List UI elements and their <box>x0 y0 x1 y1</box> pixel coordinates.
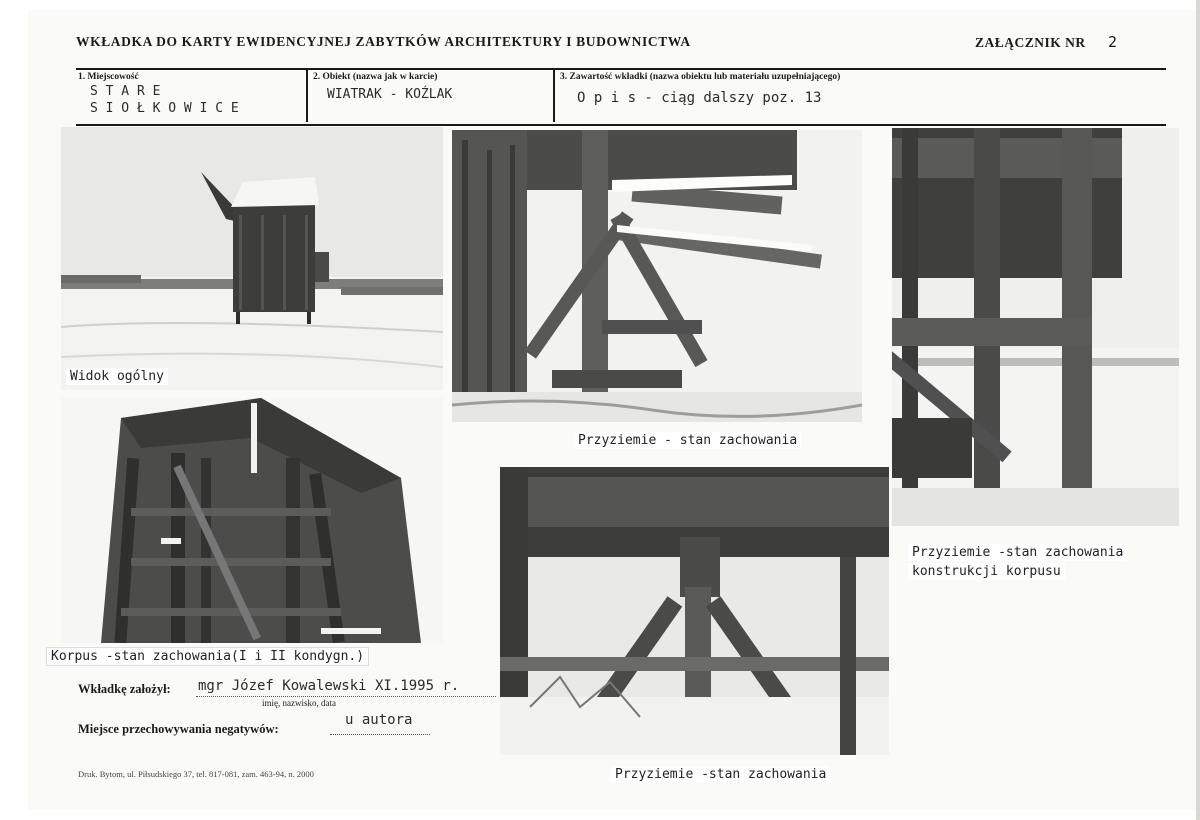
caption-ground-floor-1: Przyziemie - stan zachowania <box>574 432 801 449</box>
object-label: 2. Obiekt (nazwa jak w karcie) <box>313 72 438 82</box>
object-value: WIATRAK - KOŹLAK <box>327 87 453 102</box>
photo-ground-floor-structure <box>892 128 1179 526</box>
location-value-line1: S T A R E <box>90 84 161 99</box>
printer-note: Druk. Bytom, ul. Piłsudskiego 37, tel. 817-081, zam. 463-94, n. 2000 <box>78 769 314 779</box>
created-by-line <box>196 696 496 697</box>
content-value: O p i s - ciąg dalszy poz. 13 <box>577 90 822 106</box>
annex-label: ZAŁĄCZNIK NR <box>975 35 1086 50</box>
photo-body <box>61 398 443 643</box>
caption-body: Korpus -stan zachowania(I i II kondygn.) <box>46 647 369 666</box>
photo-ground-floor-2 <box>500 467 889 755</box>
caption-general-view: Widok ogólny <box>66 368 168 385</box>
negatives-label: Miejsce przechowywania negatywów: <box>78 722 279 736</box>
caption-ground-floor-2: Przyziemie -stan zachowania <box>611 766 830 783</box>
created-by-label: Wkładkę założył: <box>78 682 171 696</box>
header-rule-top <box>76 68 1166 70</box>
field-divider-2 <box>553 70 555 122</box>
created-by-value: mgr Józef Kowalewski XI.1995 r. <box>198 678 460 694</box>
content-label: 3. Zawartość wkładki (nazwa obiektu lub materiału uzupełniającego) <box>560 72 841 82</box>
created-by-hint: imię, nazwisko, data <box>262 698 336 708</box>
photo-general-view <box>61 127 443 390</box>
negatives-line <box>330 734 430 735</box>
annex-number: 2 <box>1108 33 1118 51</box>
header-rule-bottom <box>76 124 1166 126</box>
photo-ground-floor-1 <box>452 130 862 422</box>
caption-ground-floor-structure-line1: Przyziemie -stan zachowania <box>908 544 1127 561</box>
page-edge <box>1196 0 1200 820</box>
field-divider-1 <box>306 70 308 122</box>
location-value-line2: S I O Ł K O W I C E <box>90 101 239 116</box>
caption-ground-floor-structure-line2: konstrukcji korpusu <box>908 563 1065 580</box>
negatives-value: u autora <box>345 712 413 728</box>
location-label: 1. Miejscowość <box>78 72 139 82</box>
document-title: WKŁADKA DO KARTY EWIDENCYJNEJ ZABYTKÓW ARCHITEKTURY I BUDOWNICTWA <box>76 34 691 49</box>
